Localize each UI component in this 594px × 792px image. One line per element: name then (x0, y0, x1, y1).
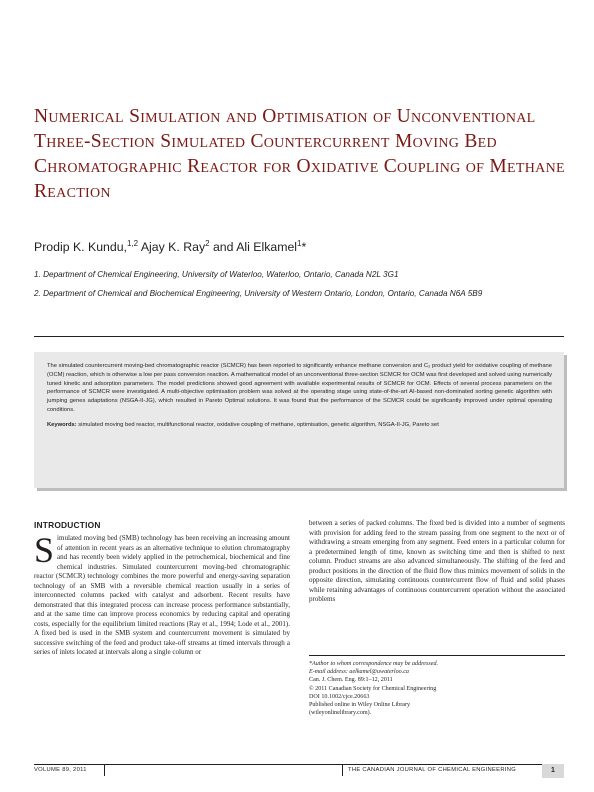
author-3-affiliation: 1 (297, 239, 302, 248)
citation: Can. J. Chem. Eng. 89:1–12, 2011 (309, 677, 393, 684)
affiliation-1: 1. Department of Chemical Engineering, University of Waterloo, Waterloo, Ontario, Canada N2L 3G1 (34, 270, 399, 279)
footnote-divider (309, 655, 565, 656)
drop-cap: S (34, 530, 55, 570)
author-1-affiliation: 1,2 (126, 239, 139, 248)
intro-column-left (34, 530, 290, 658)
footer-separator-left (104, 764, 105, 776)
author-2-affiliation: 2 (205, 239, 210, 248)
author-list (34, 239, 306, 254)
author-1: Prodip K. Kundu, (34, 240, 127, 255)
copyright: © 2011 Canadian Society for Chemical Engineering (309, 685, 437, 692)
intro-column-right: between a series of packed columns. The fixed bed is divided into a number of segments with provision for adding feed to the stream passing from one segment to the next or of withdrawing a stream emerging from any segment. Feed enters in a particular column for a predetermined length of time, known as switching time and then is shifted to next column. Product streams are also advanced simultaneously. The shifting of the feed and product positions in the direction of the fluid flow thus mimics movement of solids in the opposite direction, simulating continuous countercurrent flow of fluid and solid phases while retaining advantages of continuous countercurrent operation without the associated problems (309, 519, 565, 603)
wiley-site: (wileyonlinelibrary.com). (309, 710, 372, 717)
keywords-list: simulated moving bed reactor, multifunctional reactor, oxidative coupling of methane, optimisation, genetic algorithm, NSGA-II-JG, Pareto set (76, 421, 439, 428)
footer-divider (34, 764, 564, 765)
affiliation-2: 2. Department of Chemical and Biochemical Engineering, University of Western Ontario, London, Ontario, Canada N6A 5B9 (34, 289, 483, 298)
footer-separator-right (342, 764, 343, 776)
intro-text-left: imulated moving bed (SMB) technology has been receiving an increasing amount of attention in recent years as an alternative technique to elution chromatography and has recently been widely applied in the petrochemical, biochemical and fine chemical industries. Simulated countercurrent moving-bed chromatographic reactor (SCMCR) technology combines the more powerful and energy-saving separation technology of an SMB with a reversible chemical reaction usually in a series of interconnected columns packed with catalyst and adsorbent. Recent results have demonstrated that this integrated process can increase process performance substantially, and at the same time can improve process economics by reducing capital and operating costs, especially for the equilibrium limited reactions (Ray et al., 1994; Lode et al., 2001). A fixed bed is used in the SMB system and countercurrent movement is simulated by successive switching of the feed and product take-off streams at timed intervals through a series of inlets located at intervals along a single column or (34, 534, 290, 656)
keywords (47, 421, 552, 430)
email-address: E-mail address: aelkamel@uwaterloo.ca (309, 669, 409, 676)
published-online: Published online in Wiley Online Library (309, 702, 411, 709)
section-heading-introduction: INTRODUCTION (34, 520, 101, 530)
header-divider (34, 336, 564, 337)
page-number: 1 (542, 764, 564, 778)
author-3: and Ali Elkamel (209, 240, 298, 255)
footer-journal-name: THE CANADIAN JOURNAL OF CHEMICAL ENGINEERING (348, 767, 517, 773)
abstract-text: The simulated countercurrent moving-bed chromatographic reactor (SCMCR) has been reported to significantly enhance methane conversion and C₂ product yield for oxidative coupling of methane (OCM) reaction, which is otherwise a low per pass conversion reaction. A mathematical model of an unconventional three-section SCMCR for OCM was first developed and solved using numerically tuned kinetic and adsorption parameters. The model predictions showed good agreement with available experimental results of SCMCR for OCM. Effects of several process parameters on the performance of SCMCR were investigated. A multi-objective optimisation problem was solved at the operating stage using state-of-the-art AI-based non-dominated sorting genetic algorithm with jumping genes adaptations (NSGA-II-JG), which resulted in Pareto Optimal solutions. It was found that the performance of the SCMCR could be significantly improved under optimal operating conditions. (47, 363, 552, 413)
correspondence-note: *Author to whom correspondence may be addressed. (309, 661, 439, 667)
footnote (309, 660, 565, 717)
corresponding-star: * (301, 240, 307, 255)
keywords-label: Keywords: (47, 421, 77, 428)
article-title: Numerical Simulation and Optimisation of Unconventional Three-Section Simulated Countercurrent Moving Bed Chromatographic Reactor for Oxidative Coupling of Methane Reaction (34, 106, 565, 202)
footer-volume: VOLUME 89, 2011 (34, 767, 87, 773)
doi: DOI 10.1002/cjce.20663 (309, 693, 370, 700)
author-2: Ajay K. Ray (138, 240, 206, 255)
abstract-box (34, 352, 564, 488)
